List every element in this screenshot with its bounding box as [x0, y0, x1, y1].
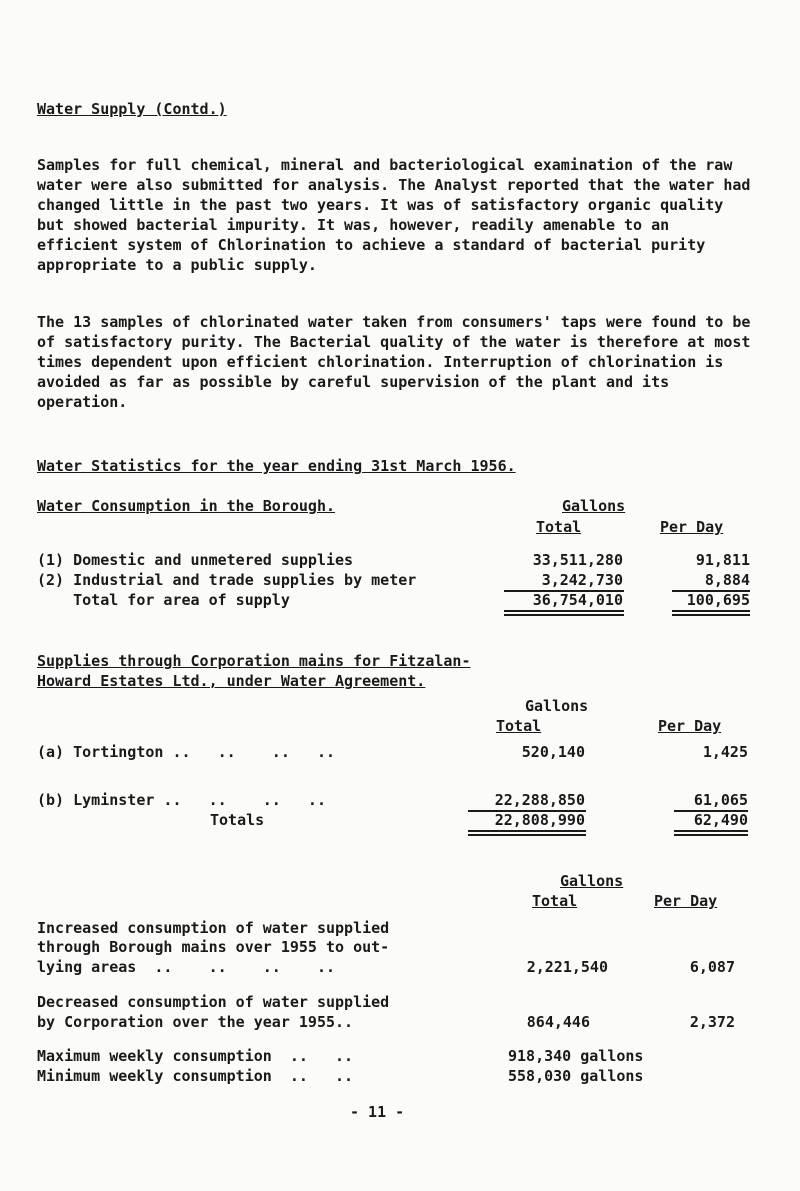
consumption-row-label: (2) Industrial and trade supplies by meter	[37, 571, 417, 589]
page-number: - 11 -	[350, 1103, 405, 1121]
supplies-perday-header: Per Day	[658, 717, 722, 735]
total-double-rule	[504, 610, 624, 616]
stats-heading: Water Statistics for the year ending 31st March 1956.	[37, 457, 516, 475]
supplies-gallons-header: Gallons	[525, 697, 589, 715]
consumption-row-label: (1) Domestic and unmetered supplies	[37, 551, 354, 569]
supplies-totals-total: 22,808,990	[494, 811, 585, 829]
consumption-row-perday: 8,884	[704, 571, 750, 589]
decreased-label-line1: Decreased consumption of water supplied	[37, 993, 390, 1011]
decreased-perday: 2,372	[689, 1013, 735, 1031]
supplies-row-perday: 61,065	[693, 791, 748, 809]
supplies-row-total: 22,288,850	[494, 791, 585, 809]
paragraph-samples: Samples for full chemical, mineral and bacteriological examination of the raw water were also submitted for analysis. The Analyst reported that the water had changed little in the past two years. It was of satisfactory organic quality but showed bacterial impurity. It was, however, readily amenable to an efficient system of Chlorination to achieve a standard of bacterial purity appropriate to a public supply.	[37, 156, 751, 274]
changes-gallons-header: Gallons	[560, 872, 624, 890]
consumption-total-perday: 100,695	[686, 591, 750, 609]
consumption-row-total: 3,242,730	[541, 571, 623, 589]
consumption-row-perday: 91,811	[695, 551, 750, 569]
increased-label-line1: Increased consumption of water supplied	[37, 919, 390, 937]
changes-total-header: Total	[532, 892, 578, 910]
supplies-totals-perday: 62,490	[693, 811, 748, 829]
consumption-gallons-header: Gallons	[562, 497, 626, 515]
consumption-total-value: 36,754,010	[532, 591, 623, 609]
supplies-row-perday: 1,425	[702, 743, 748, 761]
supplies-total-header: Total	[496, 717, 542, 735]
section-header: Water Supply (Contd.)	[37, 100, 227, 118]
total-double-rule	[468, 830, 586, 836]
decreased-label-line2: by Corporation over the year 1955..	[37, 1013, 354, 1031]
total-double-rule	[674, 830, 748, 836]
increased-label-line3: lying areas .. .. .. ..	[37, 958, 336, 976]
paragraph-chlorinated: The 13 samples of chlorinated water taken from consumers' taps were found to be of satisfactory purity. The Bacterial quality of the water is therefore at most times dependent upon efficient chlorination. Interruption of chlorination is avoided as far as possible by careful supervision of the plant and its operation.	[37, 313, 751, 411]
supplies-row-label: (b) Lyminster .. .. .. ..	[37, 791, 326, 809]
supplies-row-total: 520,140	[521, 743, 585, 761]
max-weekly-value: 918,340 gallons	[508, 1047, 644, 1065]
increased-total: 2,221,540	[526, 958, 608, 976]
total-double-rule	[672, 610, 750, 616]
decreased-total: 864,446	[526, 1013, 590, 1031]
min-weekly-value: 558,030 gallons	[508, 1067, 644, 1085]
min-weekly-label: Minimum weekly consumption .. ..	[37, 1067, 354, 1085]
supplies-row-label: (a) Tortington .. .. .. ..	[37, 743, 336, 761]
consumption-total-header: Total	[536, 518, 582, 536]
consumption-row-total: 33,511,280	[532, 551, 623, 569]
supplies-totals-label: Totals	[210, 811, 265, 829]
consumption-total-label: Total for area of supply	[37, 591, 290, 609]
increased-label-line2: through Borough mains over 1955 to out-	[37, 938, 390, 956]
consumption-perday-header: Per Day	[660, 518, 724, 536]
supplies-title-line2: Howard Estates Ltd., under Water Agreement.	[37, 672, 426, 690]
consumption-title: Water Consumption in the Borough.	[37, 497, 336, 515]
supplies-title-line1: Supplies through Corporation mains for Fitzalan-	[37, 652, 471, 670]
max-weekly-label: Maximum weekly consumption .. ..	[37, 1047, 354, 1065]
changes-perday-header: Per Day	[654, 892, 718, 910]
increased-perday: 6,087	[689, 958, 735, 976]
